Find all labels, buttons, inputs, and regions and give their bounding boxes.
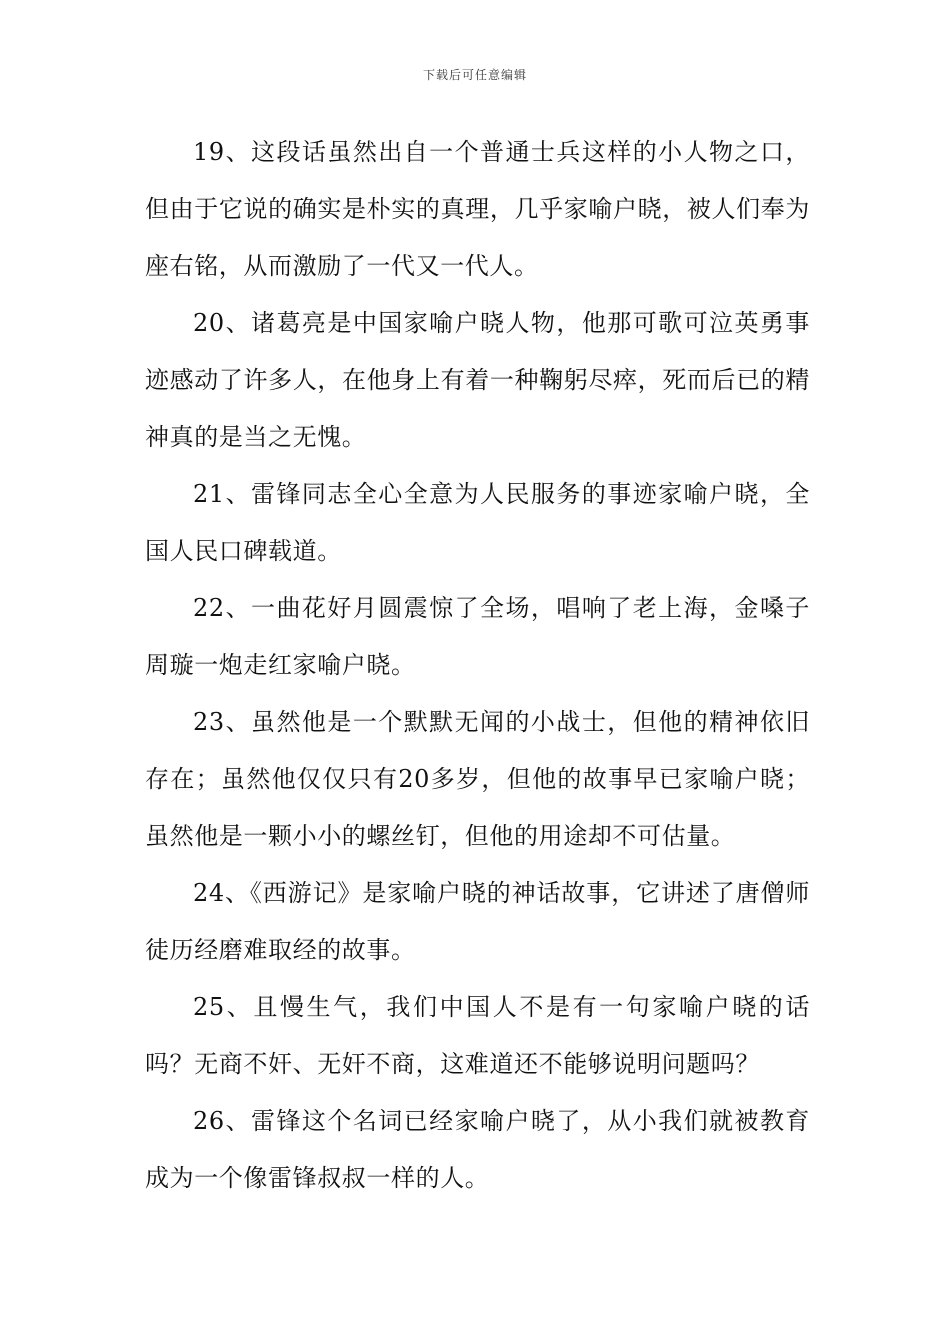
paragraph-19: 19、这段话虽然出自一个普通士兵这样的小人物之口，但由于它说的确实是朴实的真理，几乎家喻户晓，被人们奉为座右铭，从而激励了一代又一代人。 [145, 138, 810, 280]
paragraph-23: 23、虽然他是一个默默无闻的小战士，但他的精神依旧存在；虽然他仅仅只有20多岁，但他的故事早已家喻户晓；虽然他是一颗小小的螺丝钉，但他的用途却不可估量。 [145, 708, 810, 850]
paragraph-25: 25、且慢生气，我们中国人不是有一句家喻户晓的话吗？无商不奸、无奸不商，这难道还不能够说明问题吗？ [145, 993, 810, 1078]
paragraph-20: 20、诸葛亮是中国家喻户晓人物，他那可歌可泣英勇事迹感动了许多人，在他身上有着一种鞠躬尽瘁，死而后已的精神真的是当之无愧。 [145, 309, 810, 451]
page-header: 下载后可任意编辑 [422, 68, 527, 82]
paragraph-21: 21、雷锋同志全心全意为人民服务的事迹家喻户晓，全国人民口碑载道。 [145, 480, 810, 565]
paragraph-22: 22、一曲花好月圆震惊了全场，唱响了老上海，金嗓子周璇一炮走红家喻户晓。 [145, 594, 810, 679]
paragraph-24: 24、《西游记》是家喻户晓的神话故事，它讲述了唐僧师徒历经磨难取经的故事。 [145, 879, 810, 964]
paragraph-26: 26、雷锋这个名词已经家喻户晓了，从小我们就被教育成为一个像雷锋叔叔一样的人。 [145, 1107, 810, 1192]
document-body [145, 124, 810, 1207]
